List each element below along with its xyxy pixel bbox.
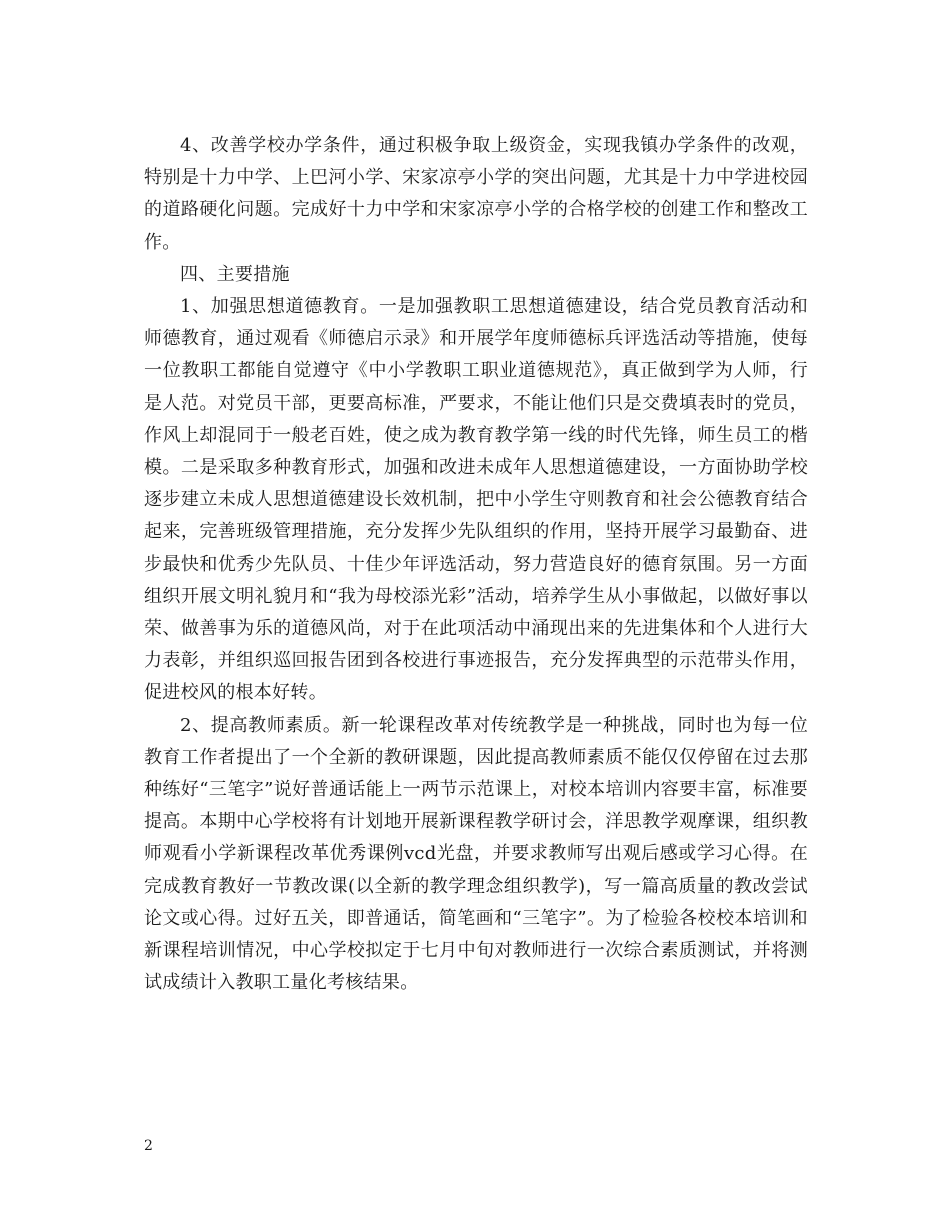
section-heading-main-measures: 四、主要措施 — [180, 263, 290, 285]
paragraph-teacher-quality: 2、提高教师素质。新一轮课程改革对传统教学是一种挑战，同时也为每一位教育工作者提出了一个全新的教研课题，因此提高教师素质不能仅仅停留在过去那种练好“三笔字”说好普通话能上一两节示范课上，对校本培训内容要丰富，标准要提高。本期中心学校将有计划地开展新课程教学研讨会，洋思教学观摩课，组织教师观看小学新课程改革优秀课例vcd光盘，并要求教师写出观后感或学习心得。在完成教育教好一节教改课(以全新的教学理念组织教学)，写一篇高质量的教改尝试论文或心得。过好五关，即普通话，简笔画和“三笔字”。为了检验各校校本培训和新课程培训情况，中心学校拟定于七月中旬对教师进行一次综合素质测试，并将测试成绩计入教职工量化考核结果。 — [144, 714, 808, 994]
body-text — [144, 130, 808, 999]
page-number: 2 — [144, 1138, 153, 1154]
paragraph-improve-conditions: 4、改善学校办学条件，通过积极争取上级资金，实现我镇办学条件的改观，特别是十力中学、上巴河小学、宋家凉亭小学的突出问题，尤其是十力中学进校园的道路硬化问题。完成好十力中学和宋家凉亭小学的合格学校的创建工作和整改工作。 — [144, 135, 808, 253]
paragraph-moral-education: 1、加强思想道德教育。一是加强教职工思想道德建设，结合党员教育活动和师德教育，通过观看《师德启示录》和开展学年度师德标兵评选活动等措施，使每一位教职工都能自觉遵守《中小学教职工职业道德规范》，真正做到学为人师，行是人范。对党员干部，更要高标准，严要求，不能让他们只是交费填表时的党员，作风上却混同于一般老百姓，使之成为教育教学第一线的时代先锋，师生员工的楷模。二是采取多种教育形式，加强和改进未成年人思想道德建设，一方面协助学校逐步建立未成人思想道德建设长效机制，把中小学生守则教育和社会公德教育结合起来，完善班级管理措施，充分发挥少先队组织的作用，坚持开展学习最勤奋、进步最快和优秀少先队员、十佳少年评选活动，努力营造良好的德育氛围。另一方面组织开展文明礼貌月和“我为母校添光彩”活动，培养学生从小事做起，以做好事以荣、做善事为乐的道德风尚，对于在此项活动中涌现出来的先进集体和个人进行大力表彰，并组织巡回报告团到各校进行事迹报告，充分发挥典型的示范带头作用，促进校风的根本好转。 — [144, 296, 808, 704]
